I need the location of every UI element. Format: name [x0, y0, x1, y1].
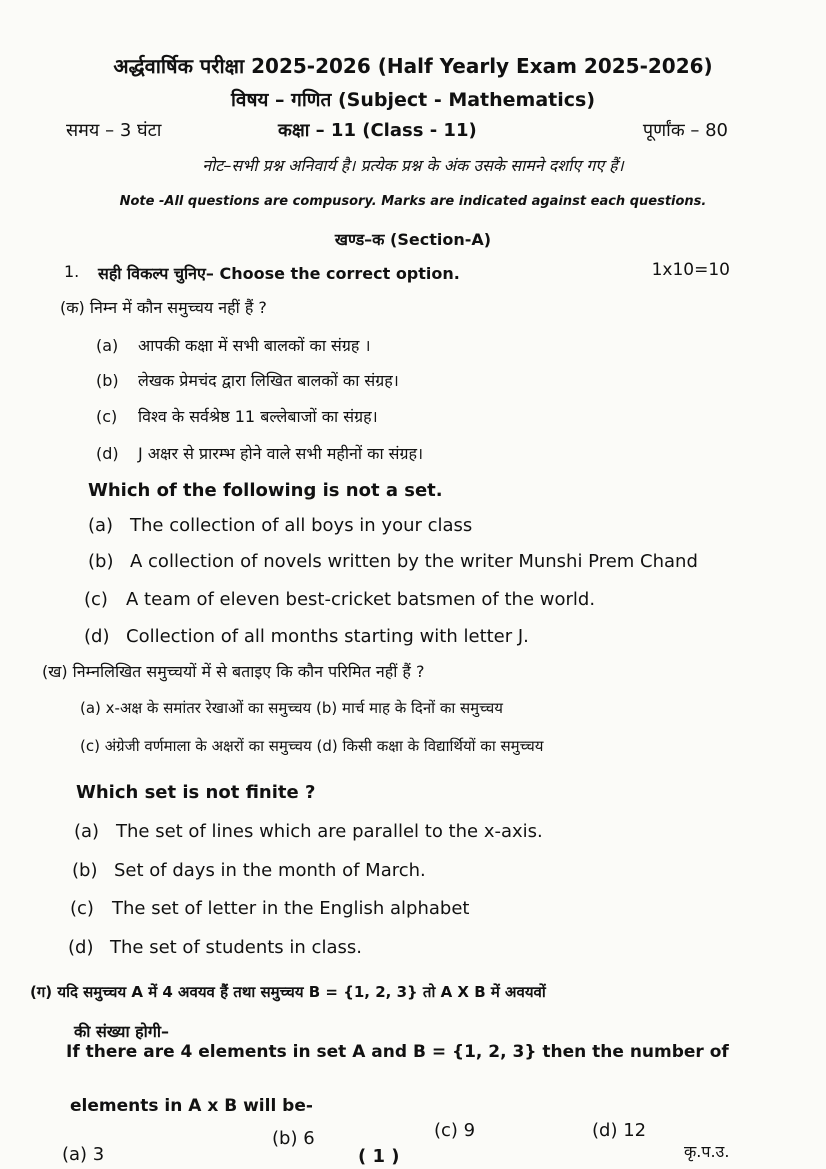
section-heading: खण्ड–क (Section-A) [334, 230, 492, 249]
qa-option-en-b: (b) A collection of novels written by the writer Munshi Prem Chand [88, 551, 698, 572]
qa-option-en-d: (d) Collection of all months starting with letter J. [84, 626, 529, 647]
qb-label-hindi: (ख) निम्नलिखित समुच्चयों में से बताइए कि कौन परिमित नहीं हैं ? [42, 662, 425, 681]
qc-option-b: (b) 6 [272, 1128, 315, 1149]
qc-option-a: (a) 3 [62, 1144, 105, 1165]
qb-option-en-d: (d) The set of students in class. [68, 937, 362, 958]
qc-option-c: (c) 9 [434, 1120, 476, 1141]
qa-option-en-c: (c) A team of eleven best-cricket batsmen of the world. [84, 589, 596, 610]
note-hindi: नोट–सभी प्रश्न अनिवार्य है। प्रत्येक प्रश्न के अंक उसके सामने दर्शाए गए हैं। [202, 156, 624, 175]
qa-option-hi-d: (d) J अक्षर से प्रारम्भ होने वाले सभी महीनों का संग्रह। [96, 444, 424, 463]
question-instruction: सही विकल्प चुनिए– Choose the correct option. [98, 264, 460, 283]
qc-line2-hindi: की संख्या होगी– [74, 1022, 169, 1041]
page-number: ( 1 ) [358, 1146, 400, 1167]
total-marks: पूर्णांक – 80 [642, 120, 728, 141]
qa-question-english: Which of the following is not a set. [88, 480, 443, 501]
qb-option-en-c: (c) The set of letter in the English alphabet [70, 898, 470, 919]
qc-option-d: (d) 12 [592, 1120, 647, 1141]
qa-option-hi-b: (b) लेखक प्रेमचंद द्वारा लिखित बालकों का संग्रह। [96, 371, 399, 390]
note-english: Note -All questions are compusory. Marks are indicated against each questions. [119, 194, 707, 209]
time-info: समय – 3 घंटा [66, 120, 162, 141]
qa-option-hi-a: (a) आपकी कक्षा में सभी बालकों का संग्रह । [96, 336, 371, 355]
class-info: कक्षा – 11 (Class - 11) [278, 120, 477, 141]
qa-option-hi-c: (c) विश्व के सर्वश्रेष्ठ 11 बल्लेबाजों का संग्रह। [96, 407, 378, 426]
qb-options-hi-row1: (a) x-अक्ष के समांतर रेखाओं का समुच्चय (b) मार्च माह के दिनों का समुच्चय [80, 699, 504, 717]
qb-options-hi-row2: (c) अंग्रेजी वर्णमाला के अक्षरों का समुच्चय (d) किसी कक्षा के विद्यार्थियों का समुच्चय [80, 737, 544, 755]
exam-title: अर्द्धवार्षिक परीक्षा 2025-2026 (Half Yearly Exam 2025-2026) [113, 54, 713, 78]
qa-label-hindi: (क) निम्न में कौन समुच्चय नहीं हैं ? [60, 298, 267, 317]
qb-question-english: Which set is not finite ? [76, 782, 316, 803]
qb-option-en-b: (b) Set of days in the month of March. [72, 860, 426, 881]
qa-option-en-a: (a) The collection of all boys in your class [88, 515, 473, 536]
question-marks: 1x10=10 [651, 260, 730, 280]
please-turn-over: कृ.प.उ. [684, 1142, 730, 1161]
qb-option-en-a: (a) The set of lines which are parallel to the x-axis. [74, 821, 543, 842]
qc-line2-english: elements in A x B will be- [70, 1096, 313, 1116]
qc-line1-hindi: (ग) यदि समुच्चय A में 4 अवयव हैं तथा समुच्चय B = {1, 2, 3} तो A X B में अवयवों [30, 983, 546, 1001]
qc-line1-english: If there are 4 elements in set A and B = {1, 2, 3} then the number of [66, 1042, 729, 1062]
subject-title: विषय – गणित (Subject - Mathematics) [230, 89, 596, 111]
question-number: 1. [64, 262, 80, 281]
